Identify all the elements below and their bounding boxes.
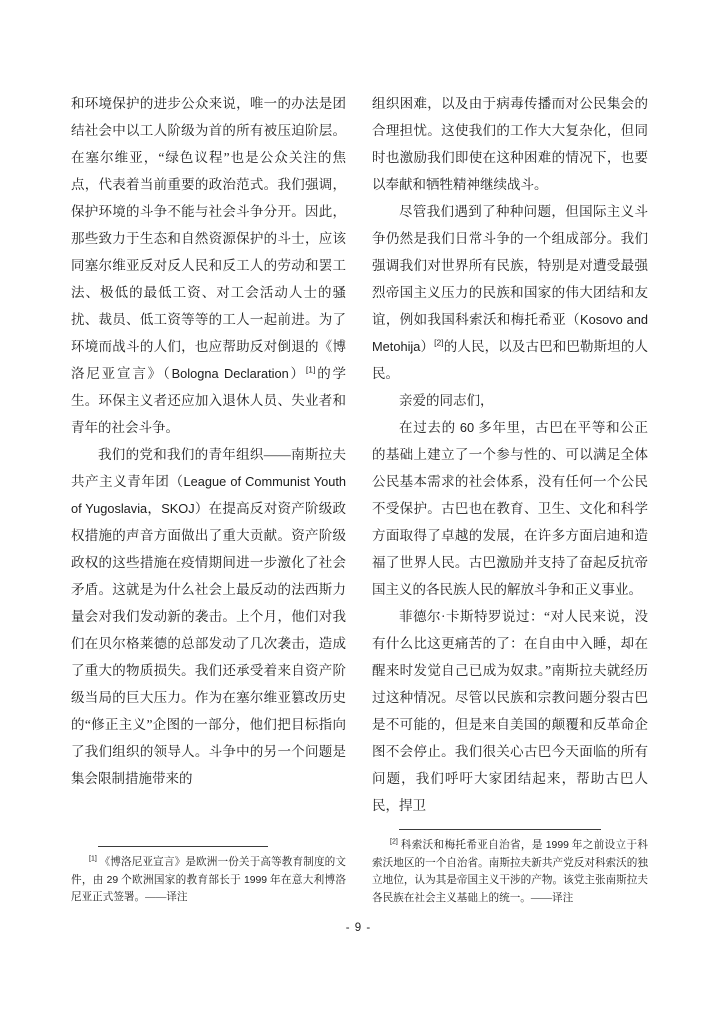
- page-number: - 9 -: [345, 922, 372, 934]
- text-run: ）: [288, 366, 306, 381]
- latin-text-run: SKOJ: [161, 501, 195, 516]
- text-run: 亲爱的同志们，: [399, 393, 494, 408]
- text-run: 科索沃和梅托希亚自治省，是: [397, 840, 546, 851]
- paragraph: [71, 90, 346, 441]
- text-run: 多年里，古巴在平等和公正的基础上建立了一个参与性的、可以满足全体公民基本需求的社会体系，没有任何一个公民不受保护。古巴也在教育、卫生、文化和科学方面取得了卓越的发展，在许多方面启迪和造福了世界人民。古巴激励并支持了奋起反抗帝国主义的各民族人民的解放斗争和正义事业。: [372, 420, 649, 597]
- text-run: 组织困难，以及由于病毒传播而对公民集会的合理担忧。这使我们的工作大大复杂化，但同时也激励我们即使在这种困难的情况下，也要以奉献和牺牲精神继续战斗。: [372, 96, 648, 192]
- footnote-reference: [1]: [89, 855, 97, 863]
- paragraph: [372, 387, 648, 414]
- text-run: 年之前设立于科索沃地区的一个自治省。南斯拉夫新共产党反对科索沃的独立地位，认为其是帝国主义干涉的产物。该党主张南斯拉夫各民族在社会主义基础上的统一。——译注: [372, 840, 648, 904]
- text-run: 菲德尔·卡斯特罗说过：“对人民来说，没有什么比这更痛苦的了：在自由中入睡，却在醒来时发觉自己已成为奴隶。”南斯拉夫就经历过这种情况。尽管以民族和宗教问题分裂古巴是不可能的，但是来自美国的颠覆和反革命企图不会停止。我们很关心古巴今天面临的所有问题，我们呼吁大家团结起来，帮助古巴人民，捍卫: [372, 609, 648, 813]
- text-column-right: [372, 90, 648, 819]
- footnote-text: [372, 837, 648, 907]
- text-run: 的学生。环保主义者还应加入退休人员、失业者和青年的社会斗争。: [71, 366, 347, 435]
- latin-text-run: Kosovo and Metohija: [372, 312, 649, 354]
- latin-text-run: Bologna Declaration: [171, 366, 289, 381]
- footnote-reference: [2]: [390, 838, 398, 846]
- footnote-separator: [98, 846, 268, 847]
- latin-text-run: 1999: [243, 874, 268, 886]
- text-run: 年在意大利博洛尼亚正式签署。——译注: [71, 874, 346, 904]
- text-run: 的人民，以及古巴和巴勒斯坦的人民。: [372, 339, 649, 381]
- paragraph: [71, 441, 346, 792]
- latin-text-run: 60: [459, 420, 475, 435]
- footnote-section-right: [372, 829, 648, 907]
- text-run: 在过去的: [399, 420, 460, 435]
- latin-text-run: League of Communist Youth of Yugoslavia: [71, 474, 346, 516]
- footnote-section-left: [71, 846, 346, 907]
- text-run: 个欧洲国家的教育部长于: [118, 874, 244, 886]
- text-run: ，: [147, 501, 162, 516]
- paragraph: [372, 90, 648, 198]
- footnote-reference: [1]: [305, 364, 316, 375]
- text-run: 我们的党和我们的青年组织——南斯拉夫共产主义青年团（: [71, 447, 346, 489]
- text-column-left: [71, 90, 346, 792]
- paragraph: [372, 414, 648, 603]
- text-run: 和环境保护的进步公众来说，唯一的办法是团结社会中以工人阶级为首的所有被压迫阶层。在塞尔维亚，“绿色议程”也是公众关注的焦点，代表着当前重要的政治范式。我们强调，保护环境的斗争不能与社会斗争分开。因此，那些致力于生态和自然资源保护的斗士，应该同塞尔维亚反对反人民和反工人的劳动和罢工法、极低的最低工资、对工会活动人士的骚扰、裁员、低工资等等的工人一起前进。为了环境而战斗的人们，也应帮助反对倒退的《博洛尼亚宣言》（: [71, 96, 346, 381]
- paragraph: [372, 603, 648, 819]
- text-run: 尽管我们遇到了种种问题，但国际主义斗争仍然是我们日常斗争的一个组成部分。我们强调我们对世界所有民族，特别是对遭受最强烈帝国主义压力的民族和国家的伟大团结和友谊，例如我国科索沃和梅托希亚（: [372, 204, 648, 327]
- paragraph: [372, 198, 648, 387]
- text-run: 《博洛尼亚宣言》是欧洲一份关于高等教育制度的文件，由: [71, 857, 346, 886]
- footnote-separator: [399, 829, 601, 830]
- latin-text-run: 1999: [545, 840, 569, 851]
- footnote-reference: [2]: [434, 337, 444, 348]
- footnote-text: [71, 854, 346, 907]
- text-run: ）在提高反对资产阶级政权措施的声音方面做出了重大贡献。资产阶级政权的这些措施在疫情期间进一步激化了社会矛盾。这就是为什么社会上最反动的法西斯力量会对我们发动新的袭击。上个月，他们对我们在贝尔格莱德的总部发动了几次袭击，造成了重大的物质损失。我们还承受着来自资产阶级当局的巨大压力。作为在塞尔维亚篡改历史的“修正主义”企图的一部分，他们把目标指向了我们组织的领导人。斗争中的另一个问题是集会限制措施带来的: [71, 501, 346, 786]
- latin-text-run: 29: [106, 874, 119, 886]
- text-run: ）: [420, 339, 435, 354]
